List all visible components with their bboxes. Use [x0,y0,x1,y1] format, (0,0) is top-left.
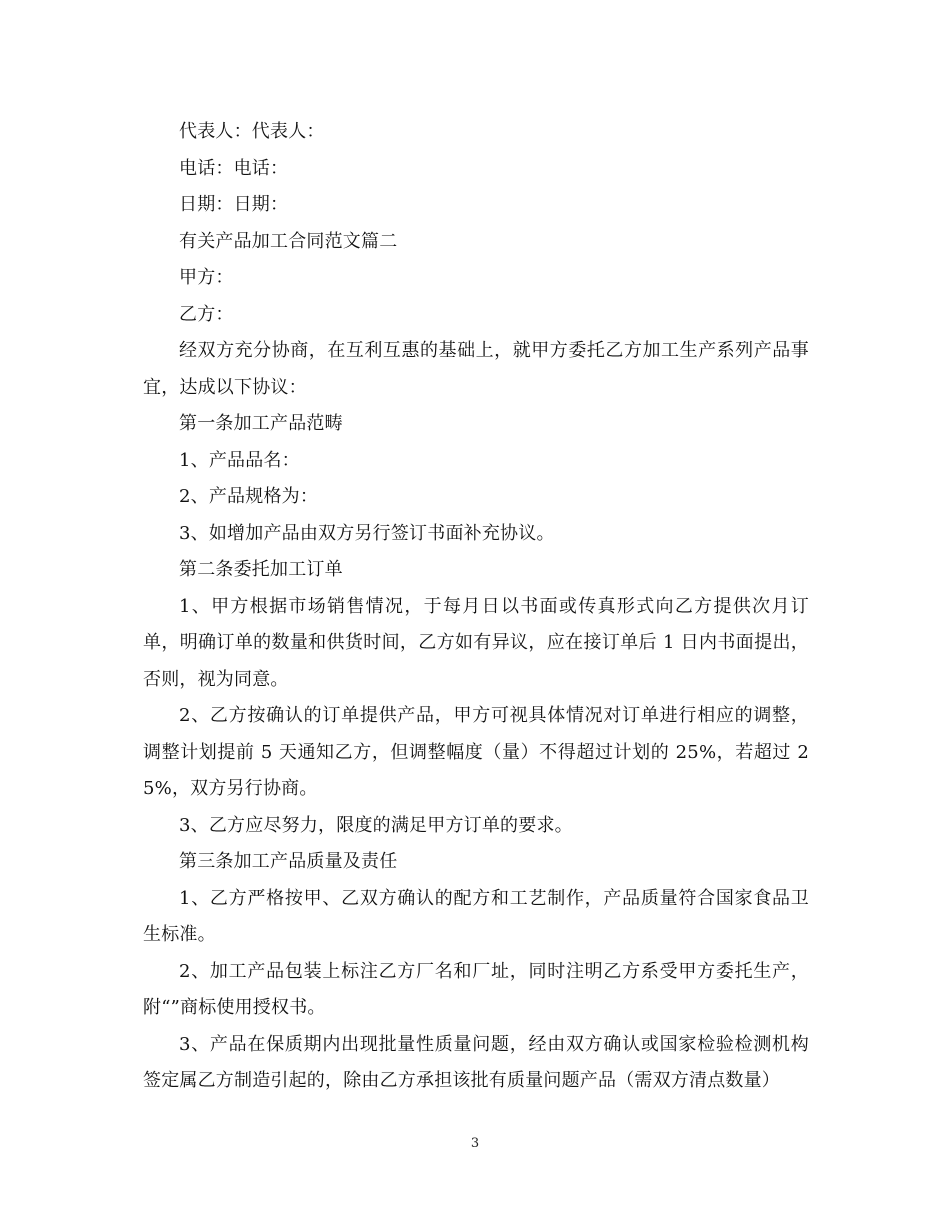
article-2-heading: 第二条委托加工订单 [179,559,343,580]
article-1-item-2: 2、产品规格为： [179,486,319,507]
article-3-item-3: 3、产品在保质期内出现批量性质量问题，经由双方确认或国家检验检测机构签定属乙方制造引起的，除由乙方承担该批有质量问题产品（需双方清点数量） [143,1033,809,1091]
signature-date-line: 日期：日期： [179,194,289,215]
article-1-heading: 第一条加工产品范畴 [179,413,343,434]
article-3-item-1: 1、乙方严格按甲、乙双方确认的配方和工艺制作，产品质量符合国家食品卫生标准。 [143,887,809,945]
article-2-item-2: 2、乙方按确认的订单提供产品，甲方可视具体情况对订单进行相应的调整，调整计划提前 5 天通知乙方，但调整幅度（量）不得超过计划的 25%，若超过 25%，双方另行协商。 [143,705,809,799]
article-1-item-3: 3、如增加产品由双方另行签订书面补充协议。 [179,522,555,544]
article-2-item-3: 3、乙方应尽努力，限度的满足甲方订单的要求。 [179,814,573,836]
signature-representative-line: 代表人：代表人： [179,121,325,142]
document-body [143,114,809,1100]
page-number: 3 [470,1136,480,1151]
article-2-item-1: 1、甲方根据市场销售情况，于每月日以书面或传真形式向乙方提供次月订单，明确订单的数量和供货时间，乙方如有异议，应在接订单后 1 日内书面提出，否则，视为同意。 [143,595,809,690]
section-title: 有关产品加工合同范文篇二 [179,230,398,252]
party-b-line: 乙方： [179,303,234,325]
article-3-heading: 第三条加工产品质量及责任 [179,851,398,872]
article-1-item-1: 1、产品品名： [179,449,300,471]
signature-phone-line: 电话：电话： [179,157,289,179]
party-a-line: 甲方： [179,267,234,288]
article-3-item-2: 2、加工产品包装上标注乙方厂名和厂址，同时注明乙方系受甲方委托生产，附“”商标使用授权书。 [143,960,809,1018]
preamble-paragraph: 经双方充分协商，在互利互惠的基础上，就甲方委托乙方加工生产系列产品事宜，达成以下协议： [143,340,809,398]
